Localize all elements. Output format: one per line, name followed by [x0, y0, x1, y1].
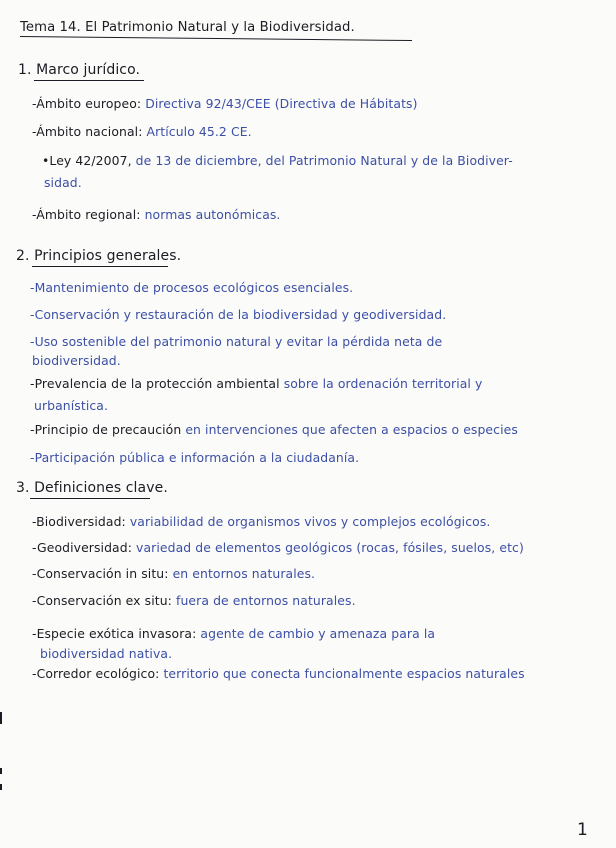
- list-item: -Conservación in situ: en entornos naturales.: [32, 566, 316, 581]
- list-item-continuation: biodiversidad.: [32, 353, 121, 368]
- margin-mark: [0, 768, 2, 774]
- list-item: -Mantenimiento de procesos ecológicos esenciales.: [30, 280, 354, 295]
- list-item: -Conservación y restauración de la biodiversidad y geodiversidad.: [30, 307, 447, 322]
- section-heading-principios: 2. Principios generales.: [16, 248, 182, 264]
- section-underline: [30, 498, 150, 499]
- list-item: -Corredor ecológico: territorio que conecta funcionalmente espacios naturales: [32, 666, 525, 681]
- list-item: -Conservación ex situ: fuera de entornos naturales.: [32, 593, 356, 608]
- list-item: -Principio de precaución en intervenciones que afecten a espacios o especies: [30, 422, 518, 437]
- list-item: -Ámbito europeo: Directiva 92/43/CEE (Directiva de Hábitats): [32, 96, 418, 111]
- page-title: Tema 14. El Patrimonio Natural y la Biodiversidad.: [20, 20, 355, 35]
- list-item-continuation: biodiversidad nativa.: [40, 646, 173, 661]
- list-item: -Geodiversidad: variedad de elementos geológicos (rocas, fósiles, suelos, etc): [32, 540, 524, 555]
- list-item: -Uso sostenible del patrimonio natural y evitar la pérdida neta de: [30, 334, 443, 349]
- section-underline: [34, 80, 144, 81]
- page-number: 1: [577, 820, 588, 840]
- section-underline: [32, 266, 168, 267]
- margin-mark: [0, 784, 2, 790]
- list-item-continuation: sidad.: [44, 175, 82, 190]
- section-heading-definiciones: 3. Definiciones clave.: [16, 480, 168, 496]
- list-item: -Participación pública e información a la ciudadanía.: [30, 450, 360, 465]
- list-item-continuation: urbanística.: [34, 398, 109, 413]
- list-item: -Ámbito nacional: Artículo 45.2 CE.: [32, 124, 252, 139]
- margin-mark: [0, 712, 2, 724]
- list-item: •Ley 42/2007, de 13 de diciembre, del Patrimonio Natural y de la Biodiver-: [42, 153, 513, 168]
- list-item: -Especie exótica invasora: agente de cambio y amenaza para la: [32, 626, 436, 641]
- section-heading-marco-juridico: 1. Marco jurídico.: [18, 62, 141, 78]
- list-item: -Ámbito regional: normas autonómicas.: [32, 207, 281, 222]
- list-item: -Biodiversidad: variabilidad de organismos vivos y complejos ecológicos.: [32, 514, 491, 529]
- list-item: -Prevalencia de la protección ambiental sobre la ordenación territorial y: [30, 376, 483, 391]
- title-underline: [20, 36, 412, 41]
